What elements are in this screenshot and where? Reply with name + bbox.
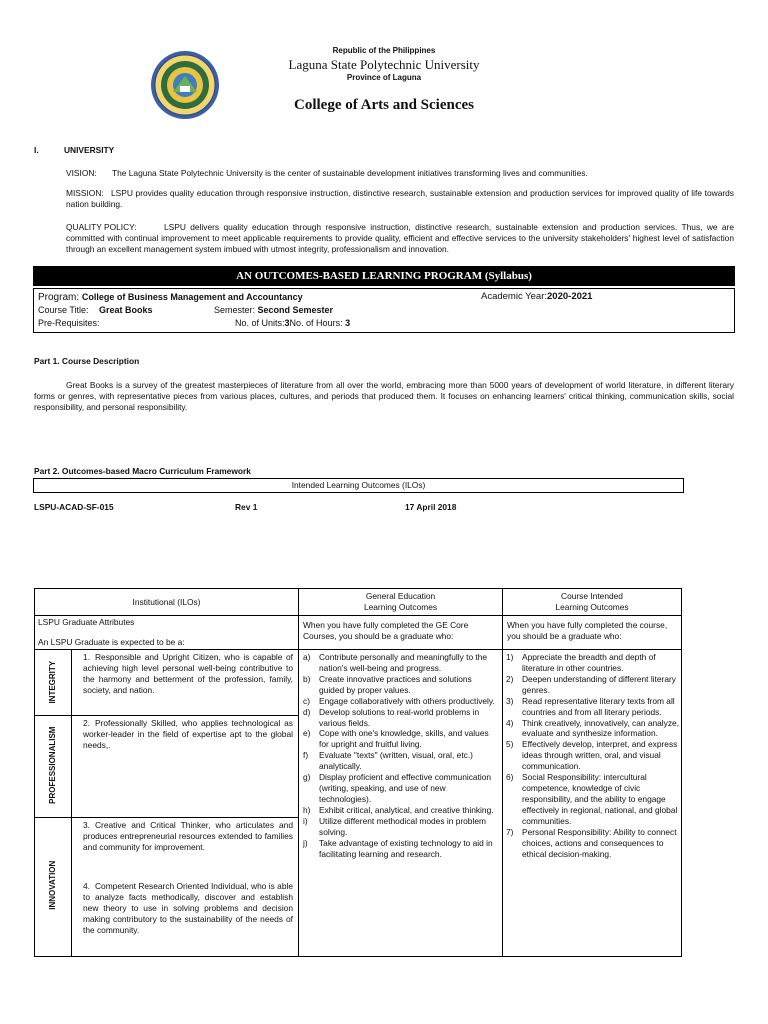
quality-policy — [66, 222, 734, 255]
academic-year-value: 2020-2021 — [547, 291, 593, 302]
program-value: College of Business Management and Accountancy — [81, 292, 303, 302]
course-outcome-text: Social Responsibility: intercultural competence, knowledge of civic responsibility, and the ability to engage effectively in regional, national, and global communities. — [522, 772, 678, 826]
course-header-line1: Course Intended — [561, 591, 623, 601]
ge-outcome-item — [303, 652, 499, 674]
section-title: UNIVERSITY — [64, 145, 115, 155]
ge-outcome-mark: g) — [303, 772, 311, 783]
attribute-text: Competent Research Oriented Individual, who is able to analyze facts methodically, discover and establish new theory to use in solving problems and decision making contributory to the sustainability of the needs of the community. — [83, 881, 293, 935]
ge-outcome-text: Cope with one's knowledge, skills, and values for upright and fruitful living. — [319, 728, 489, 750]
framework-table — [34, 588, 682, 957]
attribute-item — [83, 718, 293, 751]
course-outcome-text: Think creatively, innovatively, can analyze, evaluate and synthesize information. — [522, 717, 680, 739]
course-description: Great Books is a survey of the greatest masterpieces of literature from all over the world, embracing more than 5000 years of development of world literature, in different literary forms or genres, with representative pieces from various places, cultures, and periods that produced them. It focuses on enhancing learners' critical thinking, communication skills, social responsibility, and personal responsibility. — [34, 380, 734, 412]
ge-subheader: When you have fully completed the GE Core Courses, you should be a graduate who: — [303, 620, 469, 641]
table-divider — [71, 649, 72, 956]
ge-header-line2: Learning Outcomes — [363, 601, 438, 612]
hours-value: 3 — [345, 318, 351, 328]
course-outcome-mark: 4) — [506, 717, 514, 728]
ge-outcome-item — [303, 805, 499, 816]
ge-outcome-item — [303, 728, 499, 750]
course-outcome-item — [506, 772, 680, 827]
header-province: Province of Laguna — [346, 73, 422, 82]
ge-outcome-mark: h) — [303, 804, 311, 815]
table-divider — [35, 615, 681, 616]
header-republic: Republic of the Philippines — [332, 46, 436, 55]
course-outcome-item — [506, 674, 680, 696]
table-divider — [502, 589, 503, 956]
course-outcomes-list — [506, 652, 680, 860]
course-header-line2: Learning Outcomes — [555, 601, 629, 612]
ge-outcome-text: Display proficient and effective communication (writing, speaking, and use of new technologies). — [319, 772, 492, 804]
header-university-name: Laguna State Polytechnic University — [288, 57, 480, 72]
ge-header-line1: General Education — [365, 591, 436, 601]
course-outcome-text: Personal Responsibility: Ability to connect choices, actions and consequences to ethical decision-making. — [522, 826, 677, 859]
ge-outcome-mark: c) — [303, 695, 310, 706]
graduate-attributes-subheader — [38, 617, 296, 648]
graduate-attributes-title: LSPU Graduate Attributes — [38, 617, 135, 627]
program-label: Program: — [38, 292, 80, 303]
attribute-item — [83, 652, 293, 696]
ge-outcome-text: Contribute personally and meaningfully to the nation's well-being and progress. — [319, 652, 488, 673]
part2-title: Part 2. Outcomes-based Macro Curriculum Framework — [34, 466, 251, 476]
quality-text: LSPU delivers quality education through responsive instruction, distinctive research, sustainable extension and production services. Thus, we are committed with continual improvement to meet applicable requirements to provide quality, efficient and effective services to the university stakeholders' highest level of satisfaction through an excellent management system imbued with utmost integrity, professionalism and innovation. — [66, 222, 734, 254]
course-outcome-mark: 7) — [506, 826, 514, 837]
course-outcome-mark: 5) — [506, 739, 514, 750]
document-code: LSPU-ACAD-SF-015 — [34, 502, 114, 512]
ge-outcome-text: Utilize different methodical modes in problem solving. — [319, 815, 486, 837]
group-label-integrity: INTEGRITY — [47, 660, 57, 704]
attribute-number: 2. — [83, 718, 90, 728]
ge-outcome-mark: e) — [303, 728, 311, 739]
semester-label: Semester: — [214, 305, 256, 315]
graduate-expectation: An LSPU Graduate is expected to be a: — [38, 636, 185, 647]
ge-outcome-item — [303, 816, 499, 838]
units-label: No. of Units: — [235, 318, 285, 328]
ge-outcome-item — [303, 707, 499, 729]
units-value: 3 — [284, 318, 290, 328]
program-row — [38, 291, 303, 304]
mission-statement — [66, 188, 734, 210]
document-date: 17 April 2018 — [405, 502, 457, 512]
course-outcome-mark: 1) — [506, 652, 514, 662]
course-title-label: Course Title: — [38, 305, 89, 315]
hours-label: No. of Hours: — [289, 318, 343, 328]
group-label-professionalism: PROFESSIONALISM — [47, 726, 57, 804]
semester-value: Second Semester — [257, 305, 334, 315]
ge-outcome-text: Evaluate "texts" (written, visual, oral, etc.) analytically. — [319, 750, 473, 772]
course-outcome-mark: 6) — [506, 772, 514, 783]
ge-outcomes-header — [299, 591, 502, 613]
program-info-box — [33, 288, 735, 333]
vision-statement — [66, 168, 734, 179]
mission-label: MISSION: — [66, 188, 104, 198]
ge-outcome-item — [303, 674, 499, 696]
ge-outcome-mark: b) — [303, 673, 311, 684]
vision-label: VISION: — [66, 168, 97, 178]
ge-outcome-mark: f) — [303, 750, 309, 761]
course-outcome-item — [506, 827, 680, 860]
academic-year — [481, 291, 592, 303]
section-number: I. — [34, 145, 39, 155]
semester — [214, 305, 333, 317]
course-title-row — [38, 305, 153, 317]
course-outcome-text: Read representative literary texts from all countries and from all literary periods. — [522, 695, 675, 717]
ge-outcome-item — [303, 772, 499, 805]
group-label-innovation: INNOVATION — [47, 860, 57, 910]
ge-outcome-text: Develop solutions to real-world problems in various fields. — [319, 706, 480, 728]
academic-year-label: Academic Year: — [481, 291, 548, 302]
oblp-banner: AN OUTCOMES-BASED LEARNING PROGRAM (Syllabus) — [33, 266, 735, 286]
attribute-item — [83, 820, 293, 853]
ge-outcome-mark: a) — [303, 652, 311, 662]
table-divider — [35, 715, 298, 716]
ilo-header: Intended Learning Outcomes (ILOs) — [33, 478, 684, 493]
table-divider — [35, 649, 681, 650]
course-outcome-text: Appreciate the breadth and depth of literature in other countries. — [522, 652, 656, 673]
document-revision: Rev 1 — [235, 502, 258, 512]
attribute-number: 3. — [83, 820, 90, 830]
course-outcome-text: Deepen understanding of different literary genres. — [522, 673, 676, 695]
part1-title: Part 1. Course Description — [34, 356, 140, 366]
ge-outcomes-list — [303, 652, 499, 860]
ge-outcome-text: Exhibit critical, analytical, and creative thinking. — [319, 804, 494, 815]
quality-label: QUALITY POLICY: — [66, 222, 137, 232]
table-divider — [35, 817, 298, 818]
course-outcome-mark: 3) — [506, 695, 514, 706]
attribute-number: 1. — [83, 652, 90, 662]
ge-outcome-text: Create innovative practices and solutions guided by proper values. — [319, 673, 472, 695]
ge-outcome-text: Take advantage of existing technology to aid in facilitating learning and research. — [319, 837, 493, 859]
course-outcome-item — [506, 739, 680, 772]
units-hours — [235, 318, 350, 330]
attribute-text: Responsible and Upright Citizen, who is capable of achieving high level personal well-being contributive to the harmony and betterment of the profession, family, society, and nation. — [83, 652, 293, 695]
ge-outcome-mark: d) — [303, 706, 311, 717]
table-divider — [298, 589, 299, 956]
attribute-number: 4. — [83, 881, 90, 891]
ge-outcome-mark: j) — [303, 837, 308, 848]
course-outcome-text: Effectively develop, interpret, and express ideas through written, oral, and visual communication. — [522, 739, 678, 772]
ge-outcome-item — [303, 838, 499, 860]
course-outcome-item — [506, 652, 680, 674]
course-outcome-item — [506, 696, 680, 718]
course-outcome-item — [506, 718, 680, 740]
course-title-value: Great Books — [99, 305, 153, 315]
course-outcome-mark: 2) — [506, 673, 514, 684]
mission-text: LSPU provides quality education through responsive instruction, distinctive research, sustainable extension and production services for improved quality of life towards nation building. — [66, 188, 734, 209]
ge-outcome-item — [303, 750, 499, 772]
vision-text: The Laguna State Polytechnic University is the center of sustainable development initiatives transforming lives and communities. — [112, 168, 588, 178]
header-college-name: College of Arts and Sciences — [294, 97, 474, 113]
course-subheader: When you have fully completed the course, you should be a graduate who: — [507, 620, 668, 641]
attribute-text: Professionally Skilled, who applies technological as worker-leader in the field of expertise apt to the global needs,. — [83, 718, 293, 750]
ge-outcome-item — [303, 696, 499, 707]
attribute-item — [83, 881, 293, 936]
institutional-ilos-header: Institutional (ILOs) — [132, 597, 201, 607]
course-outcomes-header — [503, 591, 681, 613]
prerequisites-label: Pre-Requisites: — [38, 318, 100, 328]
ge-outcome-mark: i) — [303, 815, 308, 826]
ge-outcome-text: Engage collaboratively with others productively. — [319, 695, 495, 706]
attribute-text: Creative and Critical Thinker, who articulates and produces entrepreneurial resources extended to families and community for improvement. — [83, 820, 293, 852]
